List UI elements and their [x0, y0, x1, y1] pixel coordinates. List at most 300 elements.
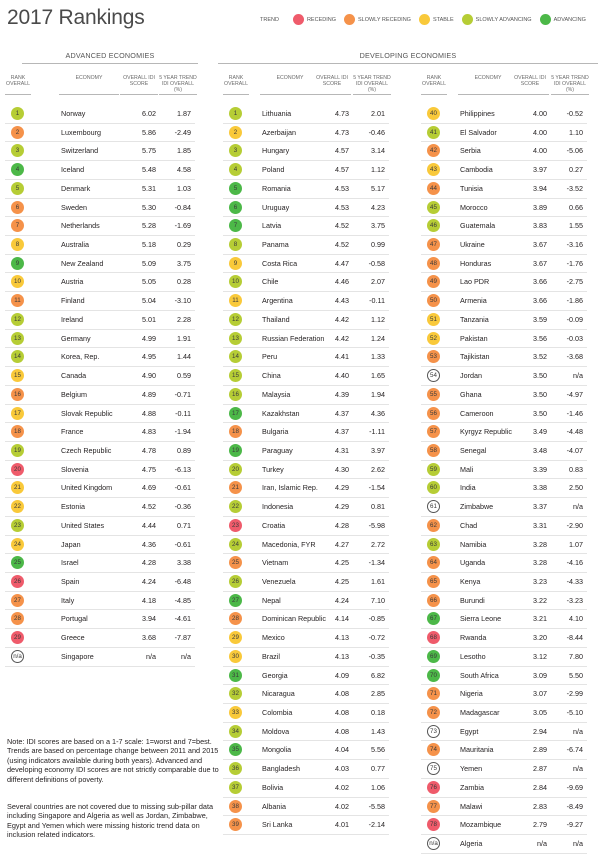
row-divider: [421, 778, 587, 779]
rank-badge: 12: [11, 313, 24, 326]
rank-badge: 66: [427, 594, 440, 607]
overall-score: 4.88: [142, 408, 156, 418]
rank-badge: 51: [427, 313, 440, 326]
trend-value: 1.91: [177, 333, 191, 343]
rank-badge: 2: [11, 126, 24, 139]
row-divider: [421, 516, 587, 517]
overall-score: 3.07: [533, 689, 547, 699]
rank-badge: 40: [427, 107, 440, 120]
trend-value: 1.07: [569, 539, 583, 549]
trend-value: 4.10: [569, 614, 583, 624]
legend-dot: [293, 14, 304, 25]
row-divider: [421, 572, 587, 573]
score-column-header: OVERALL IDI SCORE: [120, 75, 158, 95]
overall-score: 4.46: [335, 277, 349, 287]
overall-score: 4.36: [142, 539, 156, 549]
rank-badge: 26: [229, 575, 242, 588]
rank-badge: 20: [11, 463, 24, 476]
economy-name: Bangladesh: [262, 764, 300, 774]
rank-badge: 3: [11, 144, 24, 157]
overall-score: 3.89: [533, 202, 547, 212]
economy-name: Ghana: [460, 389, 482, 399]
row-divider: [421, 385, 587, 386]
legend-text: ADVANCING: [553, 16, 586, 23]
rank-badge: 54: [427, 369, 440, 382]
economy-name: Slovak Republic: [61, 408, 113, 418]
overall-score: 3.38: [533, 483, 547, 493]
economy-name: Sri Lanka: [262, 820, 293, 830]
trend-value: 2.01: [371, 109, 385, 118]
rank-badge: 5: [229, 182, 242, 195]
overall-score: 3.21: [533, 614, 547, 624]
overall-score: 4.24: [335, 595, 349, 605]
rank-column-header: RANK OVERALL: [223, 75, 249, 95]
rank-badge: 72: [427, 706, 440, 719]
economy-name: Israel: [61, 558, 79, 568]
rank-badge: 25: [229, 556, 242, 569]
rank-badge: 76: [427, 781, 440, 794]
trend-value: 4.23: [371, 202, 385, 212]
overall-score: 4.08: [335, 708, 349, 718]
legend-item-slowly-advancing: [462, 14, 532, 25]
rank-badge: 12: [229, 313, 242, 326]
row-divider: [421, 366, 587, 367]
overall-score: 4.41: [335, 352, 349, 362]
economy-name: Brazil: [262, 651, 280, 661]
row-divider: [223, 572, 389, 573]
trend-value: n/a: [181, 651, 191, 661]
coverage-note: Several countries are not covered due to missing sub-pillar data including Singapore and Algeria as well as Jordan, Zimbabwe, Egypt and Yemen which were missing historic trend data on inclusion related indicators.: [7, 802, 214, 840]
economy-name: Colombia: [262, 708, 293, 718]
economy-name: Australia: [61, 240, 89, 250]
overall-score: 3.52: [533, 352, 547, 362]
rank-badge: 70: [427, 669, 440, 682]
row-divider: [421, 609, 587, 610]
rank-badge: 20: [229, 463, 242, 476]
overall-score: 5.31: [142, 183, 156, 193]
trend-value: -1.54: [368, 483, 385, 493]
rank-badge: 30: [229, 650, 242, 663]
row-divider: [5, 347, 195, 348]
overall-score: 3.39: [533, 464, 547, 474]
row-divider: [5, 572, 195, 573]
economy-name: Costa Rica: [262, 258, 298, 268]
row-divider: [223, 460, 389, 461]
overall-score: 4.08: [335, 689, 349, 699]
row-divider: [223, 815, 389, 816]
row-divider: [5, 310, 195, 311]
row-divider: [5, 179, 195, 180]
economy-name: Armenia: [460, 296, 487, 306]
row-divider: [223, 478, 389, 479]
overall-score: 4.04: [335, 745, 349, 755]
overall-score: n/a: [537, 839, 547, 849]
trend-value: -0.84: [174, 202, 191, 212]
trend-value: -2.75: [566, 277, 583, 287]
rank-badge: 18: [11, 425, 24, 438]
economy-name: Albania: [262, 801, 286, 811]
trend-value: 1.12: [371, 314, 385, 324]
trend-value: 6.82: [371, 670, 385, 680]
economy-name: Namibia: [460, 539, 487, 549]
row-divider: [5, 516, 195, 517]
overall-score: 3.28: [533, 539, 547, 549]
row-divider: [421, 628, 587, 629]
row-divider: [5, 404, 195, 405]
trend-value: -4.16: [566, 558, 583, 568]
rank-badge: 4: [229, 163, 242, 176]
row-divider: [5, 478, 195, 479]
row-divider: [5, 235, 195, 236]
overall-score: 2.79: [533, 820, 547, 830]
trend-value: 4.36: [371, 408, 385, 418]
economy-name: Poland: [262, 165, 285, 175]
trend-value: 2.50: [569, 483, 583, 493]
economy-name: Sierra Leone: [460, 614, 502, 624]
rank-badge: 44: [427, 182, 440, 195]
row-divider: [5, 591, 195, 592]
trend-value: 7.80: [569, 651, 583, 661]
row-divider: [421, 497, 587, 498]
rank-badge: 78: [427, 818, 440, 831]
overall-score: 5.30: [142, 202, 156, 212]
economy-name: Finland: [61, 296, 85, 306]
economy-name: Rwanda: [460, 633, 487, 643]
economy-name: Mali: [460, 464, 474, 474]
economy-name: Kenya: [460, 577, 481, 586]
rank-badge: 4: [11, 163, 24, 176]
economy-name: Korea, Rep.: [61, 352, 100, 362]
overall-score: 4.69: [142, 483, 156, 493]
economy-name: Romania: [262, 183, 291, 193]
rank-badge: 68: [427, 631, 440, 644]
trend-value: 1.03: [177, 183, 191, 193]
row-divider: [421, 179, 587, 180]
overall-score: 5.48: [142, 165, 156, 175]
rank-badge: 48: [427, 257, 440, 270]
row-divider: [421, 853, 587, 854]
trend-value: -5.10: [566, 708, 583, 718]
economy-name: Senegal: [460, 445, 487, 455]
economy-name: Peru: [262, 352, 278, 362]
rank-badge: 16: [229, 388, 242, 401]
trend-value: -1.86: [566, 296, 583, 306]
rank-badge: 7: [229, 219, 242, 232]
row-divider: [421, 591, 587, 592]
economy-name: Mongolia: [262, 745, 292, 755]
trend-value: -0.71: [174, 389, 191, 399]
economy-name: Vietnam: [262, 558, 289, 568]
trend-value: -4.07: [566, 445, 583, 455]
rank-badge: 8: [229, 238, 242, 251]
rank-badge: 63: [427, 538, 440, 551]
overall-score: 4.73: [335, 127, 349, 137]
overall-score: 3.68: [142, 633, 156, 643]
economy-name: Belgium: [61, 389, 87, 399]
row-divider: [421, 310, 587, 311]
trend-column-header: 5 YEAR TREND IDI OVERALL (%): [159, 75, 197, 94]
economy-name: Guatemala: [460, 221, 496, 231]
row-divider: [421, 647, 587, 648]
row-divider: [421, 347, 587, 348]
overall-score: 4.02: [335, 782, 349, 792]
economy-name: New Zealand: [61, 258, 104, 268]
overall-score: 2.94: [533, 726, 547, 736]
row-divider: [223, 740, 389, 741]
overall-score: 3.23: [533, 577, 547, 586]
economy-name: Tunisia: [460, 183, 483, 193]
row-divider: [421, 235, 587, 236]
rank-badge: 9: [11, 257, 24, 270]
trend-value: -1.76: [566, 258, 583, 268]
economy-name: Singapore: [61, 651, 94, 661]
row-divider: [421, 254, 587, 255]
overall-score: 4.08: [335, 726, 349, 736]
overall-score: 4.52: [142, 502, 156, 512]
trend-value: 1.55: [569, 221, 583, 231]
economy-name: Mauritania: [460, 745, 494, 755]
rank-badge: 17: [11, 407, 24, 420]
legend-text: STABLE: [432, 16, 454, 23]
row-divider: [5, 385, 195, 386]
row-divider: [223, 235, 389, 236]
overall-score: 4.01: [335, 820, 349, 830]
trend-value: -7.87: [174, 633, 191, 643]
trend-value: -3.23: [566, 595, 583, 605]
trend-value: 1.33: [371, 352, 385, 362]
trend-value: 0.89: [177, 445, 191, 455]
rank-badge: n/a: [427, 837, 440, 850]
economy-name: Malaysia: [262, 389, 291, 399]
economy-name: Malawi: [460, 801, 483, 811]
economy-name: Kazakhstan: [262, 408, 300, 418]
economy-name: Cameroon: [460, 408, 494, 418]
overall-score: 4.99: [142, 333, 156, 343]
overall-score: 5.05: [142, 277, 156, 287]
rank-badge: 26: [11, 575, 24, 588]
row-divider: [5, 141, 195, 142]
overall-score: 4.42: [335, 333, 349, 343]
economy-name: Macedonia, FYR: [262, 539, 316, 549]
overall-score: 5.18: [142, 240, 156, 250]
trend-value: -1.69: [174, 221, 191, 231]
rank-badge: 33: [229, 706, 242, 719]
overall-score: 3.37: [533, 502, 547, 512]
trend-value: n/a: [573, 502, 583, 512]
rank-badge: 49: [427, 275, 440, 288]
rank-badge: 19: [229, 444, 242, 457]
economy-name: Lesotho: [460, 651, 486, 661]
overall-score: 4.52: [335, 240, 349, 250]
row-divider: [223, 666, 389, 667]
trend-value: 0.18: [371, 708, 385, 718]
economy-name: Netherlands: [61, 221, 100, 231]
trend-value: -6.48: [174, 577, 191, 586]
legend-text: SLOWLY RECEDING: [357, 16, 411, 23]
economy-name: Ukraine: [460, 240, 485, 250]
row-divider: [5, 272, 195, 273]
economy-column-header: ECONOMY: [59, 75, 119, 95]
rank-badge: 11: [229, 294, 242, 307]
trend-value: -4.33: [566, 577, 583, 586]
economy-name: Mozambique: [460, 820, 502, 830]
economy-name: Austria: [61, 277, 84, 287]
row-divider: [5, 291, 195, 292]
economy-name: Uruguay: [262, 202, 290, 212]
rank-badge: 47: [427, 238, 440, 251]
row-divider: [5, 422, 195, 423]
economy-name: Germany: [61, 333, 91, 343]
trend-value: 4.58: [177, 165, 191, 175]
overall-score: 4.37: [335, 408, 349, 418]
economy-name: Jordan: [460, 371, 482, 381]
row-divider: [223, 647, 389, 648]
row-divider: [223, 778, 389, 779]
trend-value: -5.58: [368, 801, 385, 811]
economy-name: Dominican Republic: [262, 614, 326, 624]
overall-score: 4.31: [335, 445, 349, 455]
row-divider: [223, 553, 389, 554]
overall-score: 2.87: [533, 764, 547, 774]
rank-badge: 36: [229, 762, 242, 775]
overall-score: 5.01: [142, 314, 156, 324]
trend-value: 0.66: [569, 202, 583, 212]
trend-value: -4.97: [566, 389, 583, 399]
trend-value: -0.09: [566, 314, 583, 324]
trend-value: -0.03: [566, 333, 583, 343]
trend-value: -9.69: [566, 782, 583, 792]
trend-value: -1.46: [566, 408, 583, 418]
trend-value: -2.99: [566, 689, 583, 699]
row-divider: [223, 198, 389, 199]
overall-score: 3.22: [533, 595, 547, 605]
row-divider: [223, 759, 389, 760]
overall-score: 4.44: [142, 520, 156, 530]
score-column-header: OVERALL IDI SCORE: [313, 75, 351, 95]
rank-badge: 35: [229, 743, 242, 756]
trend-value: -4.61: [174, 614, 191, 624]
rank-badge: 71: [427, 687, 440, 700]
overall-score: 4.00: [533, 127, 547, 137]
overall-score: 4.89: [142, 389, 156, 399]
rank-badge: 22: [11, 500, 24, 513]
row-divider: [5, 497, 195, 498]
trend-value: 3.38: [177, 558, 191, 568]
rank-badge: 24: [229, 538, 242, 551]
legend-dot: [344, 14, 355, 25]
overall-score: 4.75: [142, 464, 156, 474]
row-divider: [223, 310, 389, 311]
overall-score: 4.39: [335, 389, 349, 399]
trend-value: -1.11: [369, 427, 385, 437]
rank-badge: 61: [427, 500, 440, 513]
economy-name: Italy: [61, 595, 75, 605]
trend-value: -0.72: [368, 633, 385, 643]
overall-score: 3.67: [533, 240, 547, 250]
economy-name: Denmark: [61, 183, 91, 193]
trend-value: 1.24: [371, 333, 385, 343]
row-divider: [5, 666, 195, 667]
rank-badge: 23: [229, 519, 242, 532]
rank-badge: 31: [229, 669, 242, 682]
row-divider: [223, 497, 389, 498]
legend-text: RECEDING: [306, 16, 336, 23]
trend-value: -5.06: [566, 146, 583, 156]
row-divider: [5, 628, 195, 629]
economy-column-header: ECONOMY: [458, 75, 518, 95]
rank-badge: 42: [427, 144, 440, 157]
economy-name: Burundi: [460, 595, 485, 605]
row-divider: [421, 291, 587, 292]
score-column-header: OVERALL IDI SCORE: [511, 75, 549, 95]
economy-name: India: [460, 483, 476, 493]
trend-value: -0.35: [368, 651, 385, 661]
rank-badge: 7: [11, 219, 24, 232]
economy-name: Iceland: [61, 165, 85, 175]
economy-name: Nepal: [262, 595, 281, 605]
trend-value: 5.56: [371, 745, 385, 755]
trend-value: -4.85: [174, 595, 191, 605]
economy-name: Turkey: [262, 464, 284, 474]
overall-score: 3.67: [533, 258, 547, 268]
trend-value: 1.94: [371, 389, 385, 399]
overall-score: 4.57: [335, 165, 349, 175]
rank-badge: 13: [11, 332, 24, 345]
row-divider: [223, 516, 389, 517]
rank-badge: 60: [427, 481, 440, 494]
rank-badge: 14: [229, 350, 242, 363]
overall-score: 3.94: [142, 614, 156, 624]
trend-value: -3.10: [174, 296, 191, 306]
row-divider: [223, 179, 389, 180]
legend-item-slowly-receding: [344, 14, 411, 25]
row-divider: [421, 272, 587, 273]
trend-value: 2.72: [371, 539, 385, 549]
trend-value: 2.07: [371, 277, 385, 287]
row-divider: [223, 535, 389, 536]
trend-value: -0.11: [175, 408, 191, 418]
trend-value: -3.16: [566, 240, 583, 250]
row-divider: [223, 441, 389, 442]
row-divider: [421, 329, 587, 330]
trend-value: 0.59: [177, 371, 191, 381]
overall-score: 3.49: [533, 427, 547, 437]
trend-value: -4.48: [566, 427, 583, 437]
overall-score: 3.56: [533, 333, 547, 343]
row-divider: [421, 797, 587, 798]
row-divider: [5, 198, 195, 199]
rank-badge: 27: [11, 594, 24, 607]
rank-badge: 38: [229, 800, 242, 813]
rank-badge: 43: [427, 163, 440, 176]
rank-badge: 65: [427, 575, 440, 588]
economy-name: Canada: [61, 371, 87, 381]
rank-badge: 1: [229, 107, 242, 120]
rank-badge: 11: [11, 294, 24, 307]
row-divider: [421, 478, 587, 479]
rank-badge: 34: [229, 725, 242, 738]
overall-score: 4.78: [142, 445, 156, 455]
economy-name: United States: [61, 520, 105, 530]
row-divider: [421, 422, 587, 423]
row-divider: [421, 815, 587, 816]
row-divider: [5, 460, 195, 461]
economy-name: Tanzania: [460, 314, 489, 324]
economy-name: Switzerland: [61, 146, 99, 156]
trend-value: 0.77: [371, 764, 385, 774]
rank-badge: 73: [427, 725, 440, 738]
economy-column-header: ECONOMY: [260, 75, 320, 95]
